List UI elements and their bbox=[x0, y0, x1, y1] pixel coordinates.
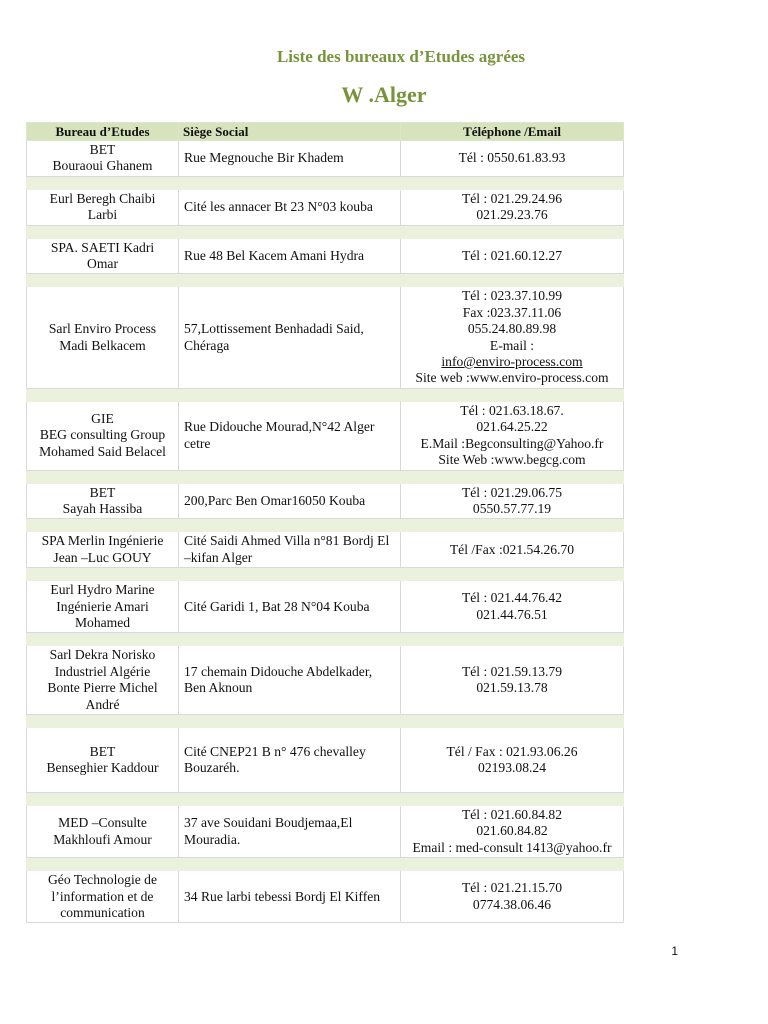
bureau-name-line: Eurl Hydro Marine bbox=[50, 582, 155, 598]
separator-cell bbox=[179, 176, 401, 189]
bureau-name-line: Géo Technologie de bbox=[47, 872, 158, 888]
table-header-row bbox=[27, 123, 624, 141]
bureau-name-cell bbox=[27, 646, 179, 715]
bureau-name-line: SPA Merlin Ingénierie bbox=[41, 533, 164, 549]
bureau-name-cell bbox=[27, 401, 179, 470]
table-row bbox=[27, 238, 624, 274]
separator-cell bbox=[179, 225, 401, 238]
contact-cell bbox=[401, 871, 624, 923]
separator-cell bbox=[179, 388, 401, 401]
bureau-name-line: Eurl Beregh Chaibi bbox=[49, 190, 156, 206]
table-row bbox=[27, 581, 624, 633]
separator-cell bbox=[179, 858, 401, 871]
bureau-name-line: Madi Belkacem bbox=[59, 337, 146, 353]
contact-cell bbox=[401, 401, 624, 470]
row-separator bbox=[27, 225, 624, 238]
bureau-name-cell bbox=[27, 727, 179, 792]
separator-cell bbox=[401, 176, 624, 189]
contact-cell bbox=[401, 646, 624, 715]
contact-line: Tél : 021.29.24.96 bbox=[461, 190, 563, 206]
contact-line: Email : med-consult 1413@yahoo.fr bbox=[412, 839, 612, 855]
row-separator bbox=[27, 714, 624, 727]
table-body bbox=[27, 141, 624, 923]
contact-cell bbox=[401, 805, 624, 857]
separator-cell bbox=[27, 519, 179, 532]
separator-cell bbox=[27, 858, 179, 871]
bureau-name-cell bbox=[27, 483, 179, 519]
separator-cell bbox=[27, 714, 179, 727]
contact-line: 021.44.76.51 bbox=[476, 606, 548, 622]
separator-cell bbox=[179, 568, 401, 581]
contact-line: 021.29.23.76 bbox=[476, 207, 548, 223]
header-bureau: Bureau d’Etudes bbox=[27, 123, 179, 141]
bureau-name-cell bbox=[27, 581, 179, 633]
table-row bbox=[27, 646, 624, 715]
siege-social-cell: Cité les annacer Bt 23 N°03 kouba bbox=[179, 189, 401, 225]
bureau-name-line: communication bbox=[60, 905, 145, 920]
separator-cell bbox=[401, 792, 624, 805]
bureaux-table bbox=[26, 122, 624, 923]
bureau-name-line: Sarl Enviro Process bbox=[48, 321, 157, 337]
bureau-name-line: Sarl Dekra Norisko bbox=[49, 647, 156, 663]
contact-cell bbox=[401, 581, 624, 633]
document-subtitle: W .Alger bbox=[341, 82, 427, 107]
siege-social-cell: Cité Saidi Ahmed Villa n°81 Bordj El –kifan Alger bbox=[179, 532, 401, 568]
email-link[interactable]: info@enviro-process.com bbox=[441, 354, 583, 370]
separator-cell bbox=[27, 176, 179, 189]
siege-social-cell: Rue Didouche Mourad,N°42 Alger cetre bbox=[179, 401, 401, 470]
separator-cell bbox=[179, 274, 401, 287]
contact-line: 055.24.80.89.98 bbox=[467, 321, 557, 337]
separator-cell bbox=[27, 633, 179, 646]
separator-cell bbox=[179, 519, 401, 532]
bureau-name-line: Ingénierie Amari bbox=[56, 598, 149, 614]
bureau-name-line: Mohamed bbox=[74, 614, 131, 630]
row-separator bbox=[27, 858, 624, 871]
contact-cell bbox=[401, 287, 624, 388]
header-telephone: Téléphone /Email bbox=[401, 123, 624, 141]
row-separator bbox=[27, 388, 624, 401]
separator-cell bbox=[27, 792, 179, 805]
contact-line: Tél : 021.60.84.82 bbox=[461, 806, 563, 822]
siege-social-cell: 200,Parc Ben Omar16050 Kouba bbox=[179, 483, 401, 519]
table-row bbox=[27, 287, 624, 388]
contact-line: Fax :023.37.11.06 bbox=[462, 304, 562, 320]
contact-line: 0774.38.06.46 bbox=[472, 896, 552, 912]
contact-line: Tél : 021.60.12.27 bbox=[461, 247, 563, 263]
siege-social-cell: 34 Rue larbi tebessi Bordj El Kiffen bbox=[179, 871, 401, 923]
separator-cell bbox=[27, 388, 179, 401]
contact-line: Tél : 021.44.76.42 bbox=[461, 590, 563, 606]
contact-cell bbox=[401, 483, 624, 519]
siege-social-cell: Cité CNEP21 B n° 476 chevalley Bouzaréh. bbox=[179, 727, 401, 792]
bureau-name-line: Makhloufi Amour bbox=[53, 831, 152, 847]
table-row bbox=[27, 483, 624, 519]
bureau-name-line: Benseghier Kaddour bbox=[46, 759, 159, 775]
bureau-name-line: l’information et de bbox=[51, 888, 154, 904]
contact-line: Tél : 021.21.15.70 bbox=[461, 880, 563, 896]
separator-cell bbox=[179, 714, 401, 727]
bureau-name-line: BEG consulting Group bbox=[39, 427, 166, 443]
page-number: 1 bbox=[671, 944, 678, 958]
contact-line: 021.60.84.82 bbox=[476, 823, 548, 839]
siege-social-cell: Rue Megnouche Bir Khadem bbox=[179, 141, 401, 177]
contact-line: Tél : 021.29.06.75 bbox=[461, 484, 563, 500]
contact-line: E-mail : bbox=[489, 337, 535, 353]
bureau-name-cell bbox=[27, 287, 179, 388]
contact-line: 0550.57.77.19 bbox=[472, 500, 552, 516]
row-separator bbox=[27, 568, 624, 581]
siege-social-cell: 57,Lottissement Benhadadi Said, Chéraga bbox=[179, 287, 401, 388]
separator-cell bbox=[401, 633, 624, 646]
header-siege: Siège Social bbox=[179, 123, 401, 141]
row-separator bbox=[27, 519, 624, 532]
contact-line: Tél : 0550.61.83.93 bbox=[458, 150, 566, 166]
bureau-name-cell bbox=[27, 532, 179, 568]
bureau-name-line: BET bbox=[89, 743, 116, 759]
table-row bbox=[27, 805, 624, 857]
table-row bbox=[27, 401, 624, 470]
bureau-name-line: Sayah Hassiba bbox=[62, 500, 143, 516]
separator-cell bbox=[179, 470, 401, 483]
separator-cell bbox=[401, 388, 624, 401]
row-separator bbox=[27, 633, 624, 646]
contact-line: Site web :www.enviro-process.com bbox=[415, 370, 609, 386]
row-separator bbox=[27, 470, 624, 483]
row-separator bbox=[27, 274, 624, 287]
contact-line: Tél : 021.59.13.79 bbox=[461, 663, 563, 679]
separator-cell bbox=[401, 274, 624, 287]
bureau-name-cell bbox=[27, 871, 179, 923]
contact-cell bbox=[401, 141, 624, 177]
row-separator bbox=[27, 176, 624, 189]
separator-cell bbox=[401, 470, 624, 483]
bureau-name-cell bbox=[27, 805, 179, 857]
separator-cell bbox=[401, 858, 624, 871]
contact-line: Tél / Fax : 021.93.06.26 bbox=[446, 743, 578, 759]
bureau-name-line: Larbi bbox=[87, 207, 118, 223]
document-title: Liste des bureaux d’Etudes agrées bbox=[276, 47, 526, 66]
bureau-name-cell bbox=[27, 189, 179, 225]
contact-cell bbox=[401, 727, 624, 792]
separator-cell bbox=[179, 633, 401, 646]
contact-cell bbox=[401, 189, 624, 225]
bureau-name-cell bbox=[27, 238, 179, 274]
siege-social-cell: Cité Garidi 1, Bat 28 N°04 Kouba bbox=[179, 581, 401, 633]
contact-line: Tél /Fax :021.54.26.70 bbox=[449, 541, 575, 557]
separator-cell bbox=[27, 568, 179, 581]
bureau-name-line: SPA. SAETI Kadri bbox=[50, 239, 155, 255]
contact-line: E.Mail :Begconsulting@Yahoo.fr bbox=[420, 435, 604, 451]
separator-cell bbox=[179, 792, 401, 805]
contact-line: Site Web :www.begcg.com bbox=[438, 452, 586, 468]
separator-cell bbox=[401, 714, 624, 727]
contact-line: 02193.08.24 bbox=[478, 759, 546, 775]
contact-line: 021.64.25.22 bbox=[476, 419, 548, 435]
separator-cell bbox=[401, 225, 624, 238]
bureau-name-line: GIE bbox=[91, 411, 114, 427]
bureau-name-line: André bbox=[85, 696, 120, 712]
bureau-name-line: Bonte Pierre Michel bbox=[47, 680, 158, 696]
contact-line: Tél : 023.37.10.99 bbox=[461, 288, 563, 304]
bureau-name-line: Jean –Luc GOUY bbox=[53, 549, 152, 565]
siege-social-cell: 17 chemain Didouche Abdelkader, Ben Aknoun bbox=[179, 646, 401, 715]
contact-line: 021.59.13.78 bbox=[476, 680, 548, 696]
bureau-name-cell bbox=[27, 141, 179, 177]
bureau-name-line: Omar bbox=[87, 256, 118, 272]
contact-cell bbox=[401, 532, 624, 568]
contact-cell bbox=[401, 238, 624, 274]
separator-cell bbox=[401, 568, 624, 581]
bureau-name-line: Industriel Algérie bbox=[54, 663, 151, 679]
row-separator bbox=[27, 792, 624, 805]
bureau-name-line: Bouraoui Ghanem bbox=[52, 158, 153, 174]
table-row bbox=[27, 727, 624, 792]
siege-social-cell: 37 ave Souidani Boudjemaa,El Mouradia. bbox=[179, 805, 401, 857]
table-row bbox=[27, 871, 624, 923]
separator-cell bbox=[27, 274, 179, 287]
table-row bbox=[27, 532, 624, 568]
contact-line: Tél : 021.63.18.67. bbox=[460, 402, 564, 418]
bureau-name-line: MED –Consulte bbox=[58, 815, 147, 831]
bureau-name-line: BET bbox=[89, 142, 116, 157]
separator-cell bbox=[27, 470, 179, 483]
bureau-name-line: Mohamed Said Belacel bbox=[39, 443, 166, 459]
bureau-name-line: BET bbox=[89, 484, 116, 500]
table-row bbox=[27, 189, 624, 225]
separator-cell bbox=[401, 519, 624, 532]
separator-cell bbox=[27, 225, 179, 238]
table-row bbox=[27, 141, 624, 177]
siege-social-cell: Rue 48 Bel Kacem Amani Hydra bbox=[179, 238, 401, 274]
